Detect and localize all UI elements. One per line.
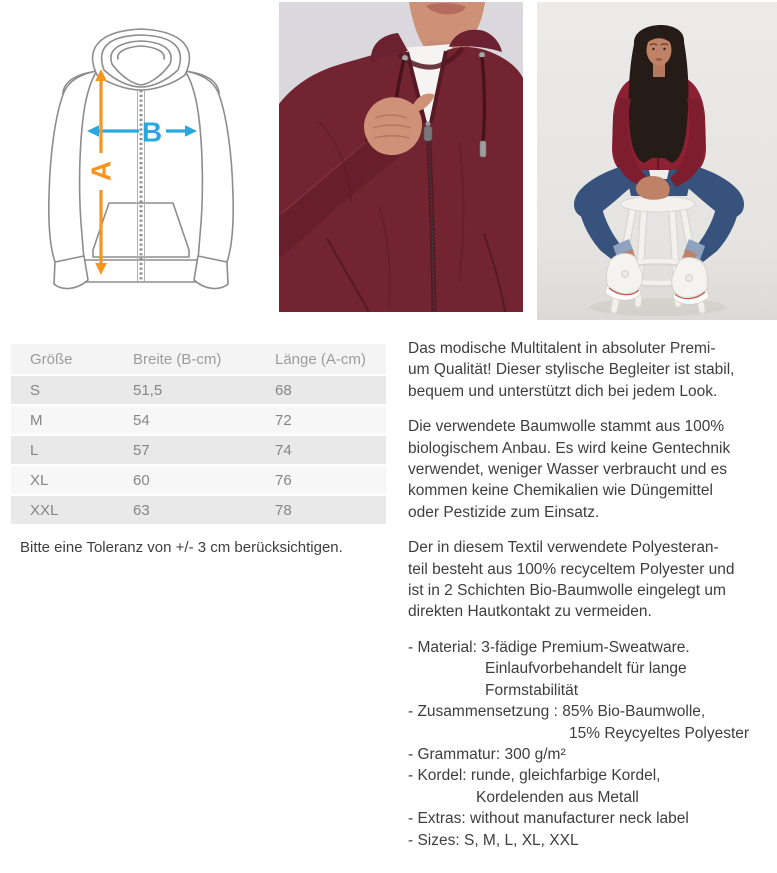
description-line: Einlaufvorbehandelt für lange bbox=[485, 660, 687, 678]
description-line: teil besteht aus 100% recyceltem Polyester und bbox=[408, 560, 735, 578]
table-cell: 63 bbox=[133, 501, 150, 519]
description-paragraph bbox=[408, 416, 777, 523]
description-line: - Sizes: S, M, L, XL, XXL bbox=[408, 831, 579, 849]
table-cell: XL bbox=[30, 471, 49, 489]
description-line: - Grammatur: 300 g/m² bbox=[408, 745, 566, 763]
description-line: Formstabilität bbox=[485, 681, 579, 699]
left-cuff bbox=[54, 256, 88, 289]
table-cell: 68 bbox=[275, 381, 292, 399]
table-cell: 78 bbox=[275, 501, 292, 519]
table-cell: 74 bbox=[275, 441, 292, 459]
description-line: oder Pestizide zum Einsatz. bbox=[408, 503, 600, 521]
description-paragraph bbox=[408, 537, 777, 623]
description-line: 15% Reycyeltes Polyester bbox=[569, 724, 750, 742]
size-table-body bbox=[11, 376, 386, 524]
width-label: B bbox=[141, 116, 163, 148]
right-cuff bbox=[194, 256, 228, 289]
product-photo-closeup bbox=[279, 2, 523, 312]
hood bbox=[93, 29, 190, 90]
description-line: - Material: 3-fädige Premium-Sweatware. bbox=[408, 638, 690, 656]
table-cell: 60 bbox=[133, 471, 150, 489]
size-table bbox=[11, 344, 386, 524]
table-cell: S bbox=[30, 381, 41, 399]
table-cell: 76 bbox=[275, 471, 292, 489]
table-row bbox=[11, 436, 386, 464]
description-line: - Zusammensetzung : 85% Bio-Baumwolle, bbox=[408, 703, 706, 721]
description-paragraph bbox=[408, 637, 777, 851]
description-line: verwendet, weniger Wasser verbraucht und es bbox=[408, 461, 728, 479]
table-row bbox=[11, 376, 386, 404]
description-line: ist in 2 Schichten Bio-Baumwolle eingelegt um bbox=[408, 582, 726, 600]
description-line: Die verwendete Baumwolle stammt aus 100% bbox=[408, 418, 725, 436]
description-line: bequem und unterstützt dich bei jedem Look. bbox=[408, 382, 718, 400]
table-cell: M bbox=[30, 411, 43, 429]
table-row bbox=[11, 466, 386, 494]
product-photo-model-sitting bbox=[537, 2, 777, 320]
table-cell: 51,5 bbox=[133, 381, 163, 399]
description-line: Kordelenden aus Metall bbox=[476, 788, 639, 806]
column-header-groesse: Größe bbox=[30, 350, 73, 368]
size-diagram bbox=[0, 0, 270, 320]
description-line: direkten Hautkontakt zu vermeiden. bbox=[408, 603, 652, 621]
product-description bbox=[408, 338, 777, 865]
description-line: um Qualität! Dieser stylische Begleiter ist stabil, bbox=[408, 361, 735, 379]
table-row bbox=[11, 496, 386, 524]
description-line: kommen keine Chemikalien wie Düngemittel bbox=[408, 482, 713, 500]
tolerance-note: Bitte eine Toleranz von +/- 3 cm berücksichtigen. bbox=[20, 539, 343, 556]
description-line: biologischem Anbau. Es wird keine Gentechnik bbox=[408, 439, 731, 457]
description-line: - Extras: without manufacturer neck label bbox=[408, 810, 689, 828]
length-label: A bbox=[85, 160, 117, 182]
table-cell: 72 bbox=[275, 411, 292, 429]
description-line: Der in diesem Textil verwendete Polyesteran- bbox=[408, 539, 719, 557]
table-cell: L bbox=[30, 441, 39, 459]
table-cell: 54 bbox=[133, 411, 150, 429]
table-cell: XXL bbox=[30, 501, 59, 519]
description-paragraph bbox=[408, 338, 777, 402]
table-row bbox=[11, 406, 386, 434]
description-line: - Kordel: runde, gleichfarbige Kordel, bbox=[408, 767, 661, 785]
size-table-header bbox=[11, 344, 386, 374]
column-header-breite: Breite (B-cm) bbox=[133, 350, 222, 368]
table-cell: 57 bbox=[133, 441, 150, 459]
column-header-laenge: Länge (A-cm) bbox=[275, 350, 366, 368]
hoodie bbox=[279, 47, 523, 312]
description-line: Das modische Multitalent in absoluter Premi- bbox=[408, 340, 716, 357]
